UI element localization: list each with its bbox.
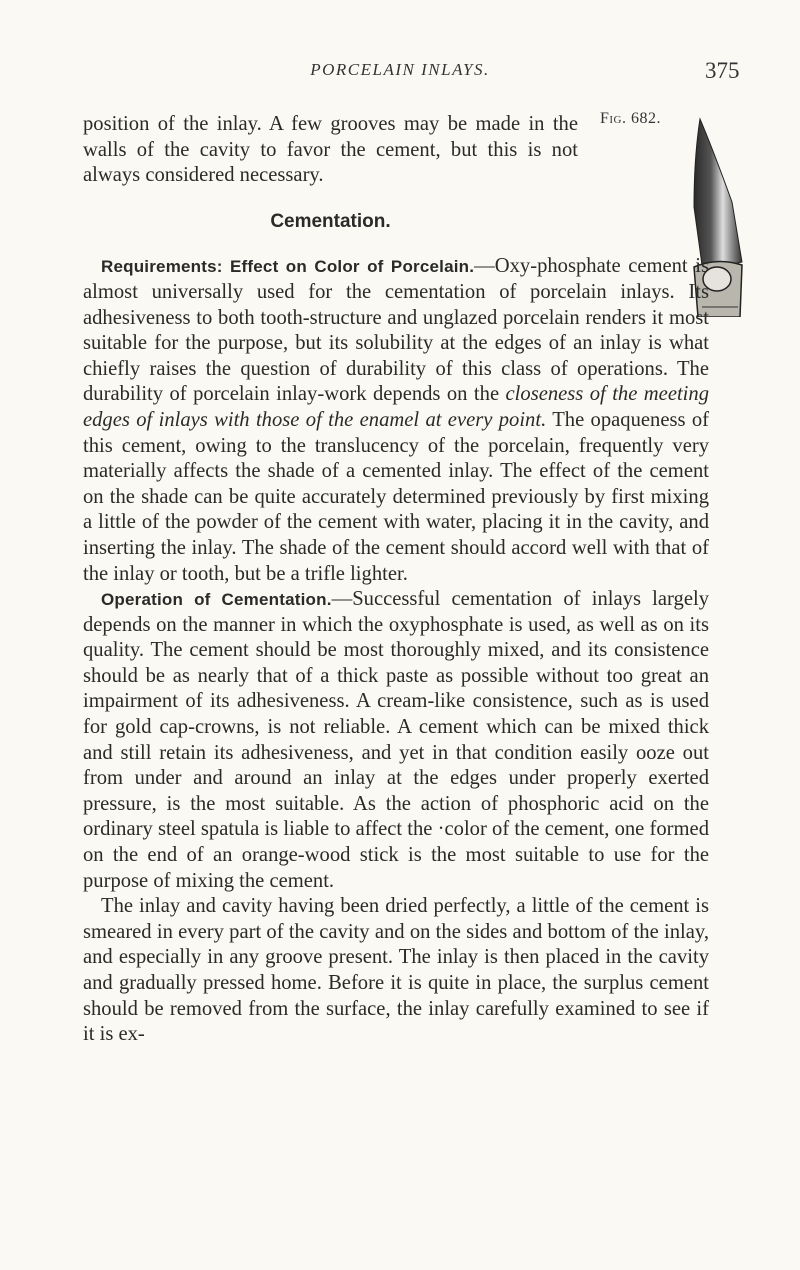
paragraph-operation [83, 587, 709, 894]
paragraph-procedure: The inlay and cavity having been dried perfectly, a little of the cement is smeared in every part of the cavity and on the sides and bottom of the inlay, and especially in any groove present. The inlay is then placed in the cavity and gradually pressed home. Before it is quite in place, the surplus cement should be removed from the surface, the inlay carefully examined to see if it is ex- [83, 895, 709, 1046]
page-header [0, 58, 800, 88]
section-title: Cementation. [270, 210, 391, 232]
running-title: PORCELAIN INLAYS. [310, 60, 490, 79]
paragraph-requirements-emphasis: closeness of the meeting edges of inlays with those of the enamel at every point. [83, 383, 710, 431]
paragraph-requirements-text-a: —Oxy-phosphate cement is almost universally used for the cementation of porcelain inlays. Its adhesiveness to both tooth-structure and unglazed porcelain renders it most suitable for the purpose, but its solubility at the edges of an inlay is what chiefly raises the question of durability of this class of operations. The durability of porcelain inlay-work depends on the [83, 255, 709, 406]
page-body [83, 112, 709, 1048]
paragraph-intro: position of the inlay. A few grooves may be made in the walls of the cavity to favor the cement, but this is not always considered necessary. [83, 113, 578, 187]
figure-label-text: Fig. 682. [600, 110, 662, 127]
paragraph-requirements [83, 254, 709, 587]
paragraph-requirements-text-b: The opaqueness of this cement, owing to the translucency of the porcelain, frequently very materially affects the shade of a cemented inlay. The effect of the cement on the shade can be quite accurately determined previously by first mixing a little of the powder of the cement with water, placing it in the cavity, and inserting the inlay. The shade of the cement should accord well with that of the inlay or tooth, but be a trifle lighter. [83, 408, 709, 585]
run-in-heading-requirements: Requirements: Effect on Color of Porcelain. [101, 257, 475, 277]
page-number: 375 [705, 58, 740, 83]
run-in-heading-operation: Operation of Cementation. [101, 590, 332, 610]
paragraph-operation-text: —Successful cementation of inlays largely depends on the manner in which the oxyphosphate is used, as well as on its quality. The cement should be most thoroughly mixed, and its consistence should be as nearly that of a thick paste as possible without too great an impairment of its adhesiveness. A cream-like consistence, such as is used for gold cap-crowns, is not reliable. A cement which can be mixed thick and still retain its adhesiveness, and yet in that condition easily ooze out from under and around an inlay at the edges under properly exerted pressure, is the most suitable. As the action of phosphoric acid on the ordinary steel spatula is liable to affect the ·color of the cement, one formed on the end of an orange-wood stick is the most suitable to use for the purpose of mixing the cement. [83, 588, 709, 892]
